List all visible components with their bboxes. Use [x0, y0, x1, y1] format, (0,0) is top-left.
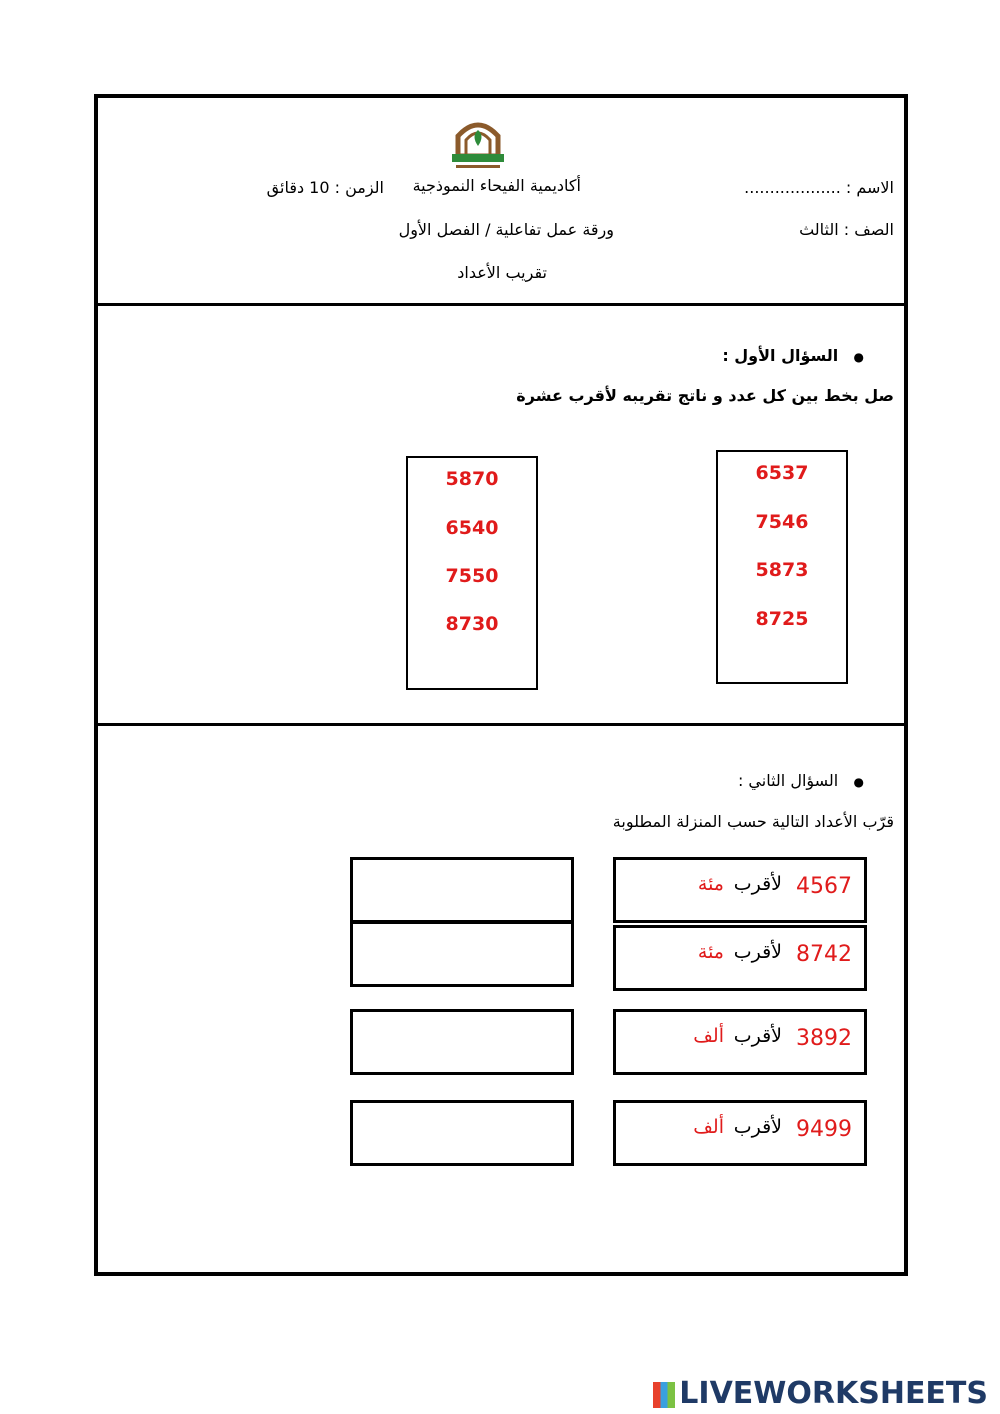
q2-title-text: السؤال الثاني :	[737, 771, 839, 790]
q2-answer-box[interactable]	[350, 1009, 574, 1075]
q1-left-number-box	[716, 450, 848, 684]
q1-rounded-number[interactable]: 6540	[445, 517, 499, 539]
q1-rounded-number[interactable]: 7550	[445, 565, 499, 587]
q2-question-box	[613, 925, 867, 991]
q2-place: مئة	[697, 941, 724, 963]
q2-instruction: قرّب الأعداد التالية حسب المنزلة المطلوبة	[612, 812, 894, 831]
q2-round-word: لأقرب	[733, 873, 782, 895]
q2-answer-box[interactable]	[350, 1100, 574, 1166]
q2-title	[738, 771, 864, 790]
q1-rounded-number[interactable]: 8730	[445, 613, 499, 635]
q1-title	[722, 346, 864, 365]
liveworksheets-brand[interactable]	[653, 1376, 988, 1411]
q2-place: مئة	[697, 873, 724, 895]
q2-place: ألف	[693, 1025, 724, 1047]
worksheet-label: ورقة عمل تفاعلية / الفصل الأول	[398, 220, 614, 239]
brand-text: LIVEWORKSHEETS	[679, 1376, 988, 1411]
q1-number[interactable]: 5873	[755, 559, 809, 581]
q1-number[interactable]: 6537	[755, 462, 809, 484]
q1-rounded-number[interactable]: 5870	[445, 468, 499, 490]
q2-number: 8742	[796, 942, 852, 967]
time-label: الزمن : 10 دقائق	[266, 178, 384, 197]
bullet-icon: ●	[853, 775, 864, 789]
q2-question-box	[613, 857, 867, 923]
name-field-label: الاسم : ...................	[744, 178, 894, 197]
q1-divider	[98, 723, 904, 726]
q2-round-word: لأقرب	[733, 1116, 782, 1138]
q2-round-word: لأقرب	[733, 1025, 782, 1047]
header-divider	[98, 303, 904, 306]
q2-number: 9499	[796, 1117, 852, 1142]
q2-place: ألف	[693, 1116, 724, 1138]
q2-round-word: لأقرب	[733, 941, 782, 963]
topic-title: تقريب الأعداد	[457, 263, 547, 282]
school-name: أكاديمية الفيحاء النموذجية	[412, 176, 581, 195]
q2-number: 4567	[796, 874, 852, 899]
school-logo	[448, 116, 508, 174]
grade-label: الصف : الثالث	[799, 220, 894, 239]
q2-answer-box[interactable]	[350, 857, 574, 923]
q1-instruction: صل بخط بين كل عدد و ناتج تقريبه لأقرب عشرة	[516, 386, 894, 405]
q1-number[interactable]: 8725	[755, 608, 809, 630]
q2-number: 3892	[796, 1026, 852, 1051]
q2-question-box	[613, 1100, 867, 1166]
q2-answer-box[interactable]	[350, 921, 574, 987]
liveworksheets-logo-icon	[653, 1382, 675, 1408]
q1-right-number-box	[406, 456, 538, 690]
q1-number[interactable]: 7546	[755, 511, 809, 533]
q2-question-box	[613, 1009, 867, 1075]
bullet-icon: ●	[853, 350, 864, 364]
worksheet-frame	[94, 94, 908, 1276]
q1-title-text: السؤال الأول :	[722, 346, 839, 365]
